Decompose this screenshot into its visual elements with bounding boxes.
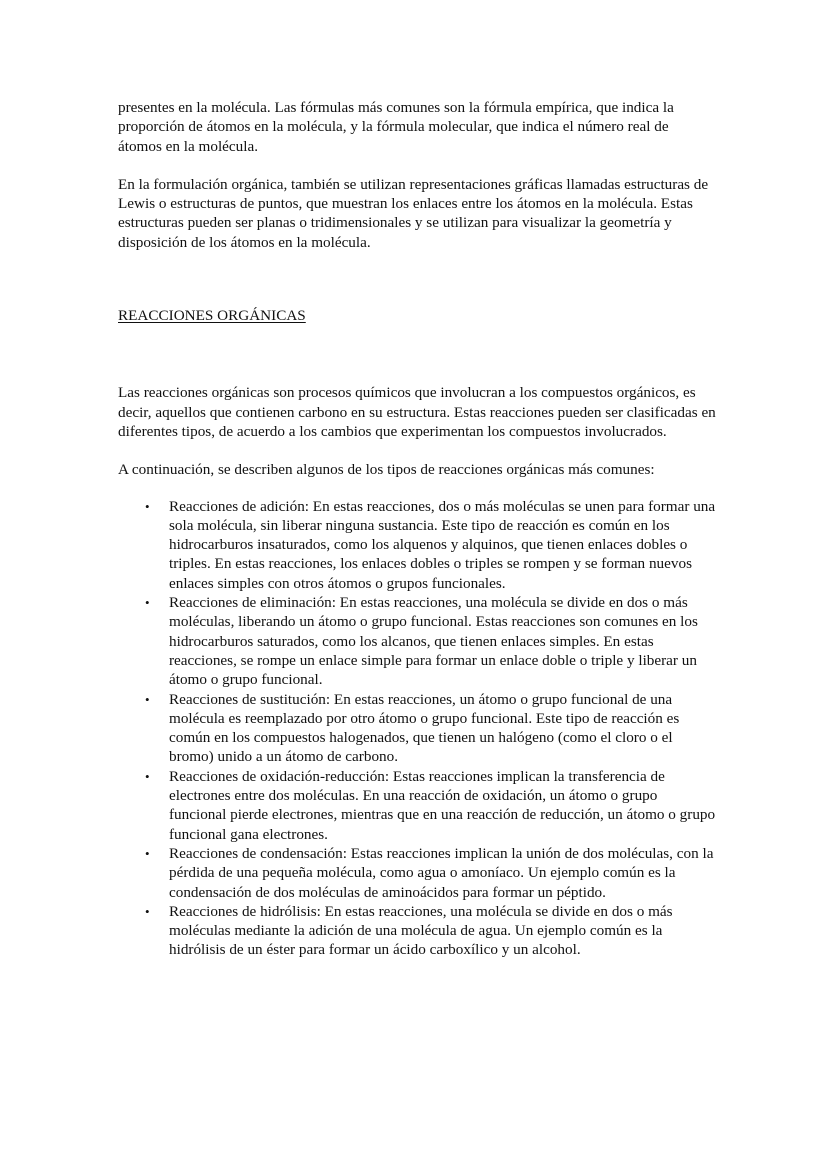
paragraph-list-intro: A continuación, se describen algunos de los tipos de reacciones orgánicas más comunes: — [118, 461, 655, 479]
list-item-substitution — [145, 690, 716, 767]
bullet-icon: • — [145, 845, 150, 861]
list-item-condensation — [145, 844, 716, 902]
paragraph-formula-types: presentes en la molécula. Las fórmulas más comunes son la fórmula empírica, que indica la proporción de átomos en la molécula, y la fórmula molecular, que indica el número real de átomos en la molécula. — [118, 99, 674, 155]
list-item-text: Reacciones de hidrólisis: En estas reacciones, una molécula se divide en dos o más moléculas mediante la adición de una molécula de agua. Un ejemplo común es la hidrólisis de un éster para formar un ácido carboxílico y un alcohol. — [169, 902, 673, 959]
list-item-elimination — [145, 593, 716, 689]
page-content — [118, 98, 716, 960]
reaction-types-list — [118, 497, 716, 960]
bullet-icon: • — [145, 498, 150, 514]
paragraph-lewis-structures: En la formulación orgánica, también se utilizan representaciones gráficas llamadas estructuras de Lewis o estructuras de puntos, que muestran los enlaces entre los átomos en la molécula. Estas estructuras pueden ser planas o tridimensionales y se utilizan para visualizar la geometría y disposición de los átomos en la molécula. — [118, 175, 709, 251]
list-item-text: Reacciones de condensación: Estas reacciones implican la unión de dos moléculas, con la pérdida de una pequeña molécula, como agua o amoníaco. Un ejemplo común es la condensación de dos moléculas de aminoácidos para formar un péptido. — [169, 844, 714, 901]
list-item-text: Reacciones de oxidación-reducción: Estas reacciones implican la transferencia de electrones entre dos moléculas. En una reacción de oxidación, un átomo o grupo funcional pierde electrones, mientras que en una reacción de reducción, un átomo o grupo funcional gana electrones. — [169, 767, 716, 843]
list-item-hydrolysis — [145, 902, 716, 960]
list-item-addition — [145, 497, 716, 593]
bullet-icon: • — [145, 691, 150, 707]
bullet-icon: • — [145, 595, 150, 611]
paragraph-reactions-definition: Las reacciones orgánicas son procesos químicos que involucran a los compuestos orgánicos, es decir, aquellos que contienen carbono en su estructura. Estas reacciones pueden ser clasificadas en diferentes tipos, de acuerdo a los cambios que experimentan los compuestos involucrados. — [118, 384, 716, 440]
list-item-text: Reacciones de eliminación: En estas reacciones, una molécula se divide en dos o más moléculas, liberando un átomo o grupo funcional. Estas reacciones son comunes en los hidrocarburos saturados, como los alcanos, que tienen enlaces simples. En estas reacciones, se rompe un enlace simple para formar un enlace doble o triple y liberar un átomo o grupo funcional. — [169, 594, 698, 689]
bullet-icon: • — [145, 903, 150, 919]
list-item-text: Reacciones de adición: En estas reacciones, dos o más moléculas se unen para formar una sola molécula, sin liberar ninguna sustancia. Este tipo de reacción es común en los hidrocarburos insaturados, como los alquenos y alquinos, que tienen enlaces dobles o triples. En estas reacciones, los enlaces dobles o triples se rompen y se forman nuevos enlaces simples con otros átomos o grupos funcionales. — [169, 497, 716, 592]
section-heading: REACCIONES ORGÁNICAS — [118, 307, 306, 325]
list-item-redox — [145, 767, 716, 844]
list-item-text: Reacciones de sustitución: En estas reacciones, un átomo o grupo funcional de una molécula es reemplazado por otro átomo o grupo funcional. Este tipo de reacción es común en los compuestos halogenados, que tienen un halógeno (como el cloro o el bromo) unido a un átomo de carbono. — [169, 690, 680, 766]
bullet-icon: • — [145, 768, 150, 784]
